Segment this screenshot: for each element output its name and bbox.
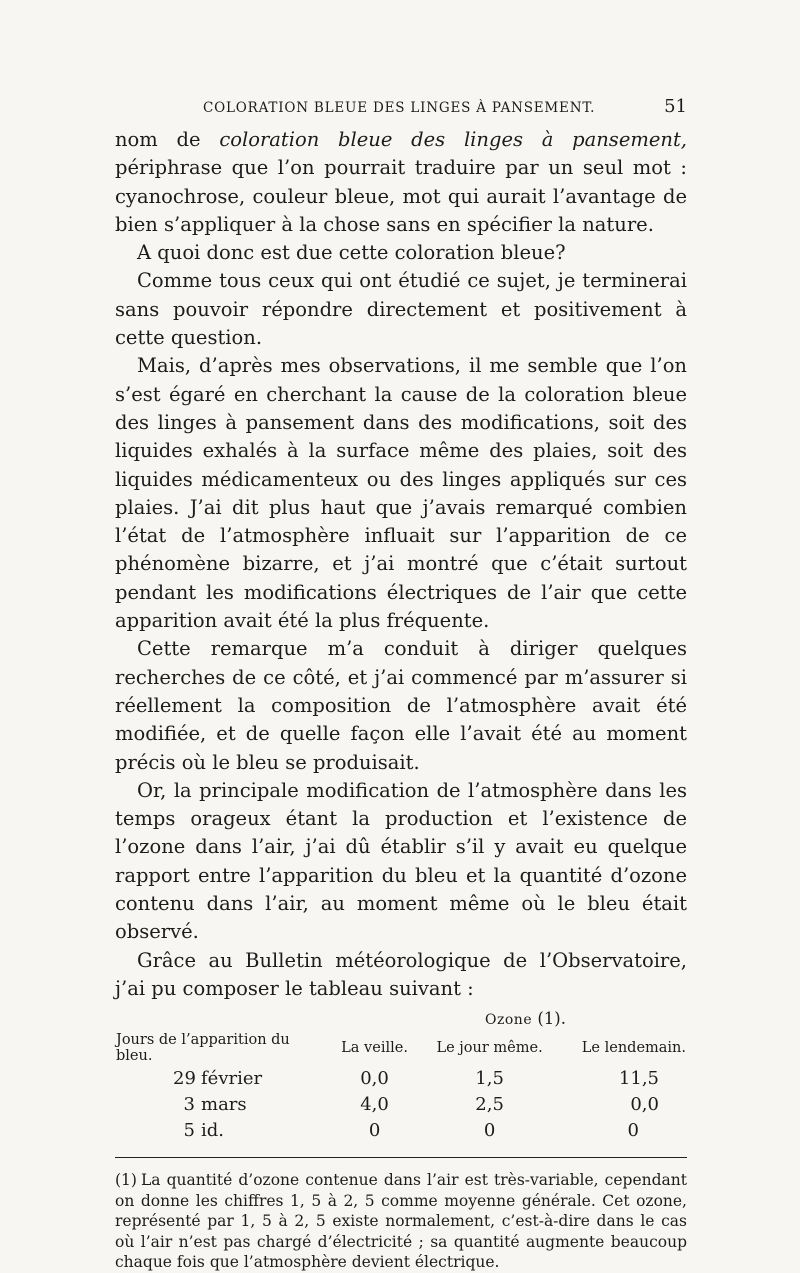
value-veille: 0,0 <box>360 1067 389 1089</box>
value-lendemain: 0 <box>627 1119 639 1141</box>
ozone-title <box>115 1005 687 1031</box>
page-header <box>115 96 687 126</box>
paragraph-5: Cette remarque m’a conduit à diriger quelques recherches de ce côté, et j’ai commencé par m’assurer si réellement la composition de l’atmosphère avait été modifiée, et de quelle façon elle l’avait été au moment précis où le bleu se produisait. <box>115 637 687 774</box>
date-cell <box>115 1065 324 1091</box>
table-row <box>115 1091 687 1117</box>
paragraph-6: Or, la principale modification de l’atmosphère dans les temps orageux étant la production et l’existence de l’ozone dans l’air, j’ai dû établir s’il y avait eu quelque rapport entre l’apparition du bleu et la quantité d’ozone contenu dans l’air, au moment même où le bleu était observé. <box>115 778 687 944</box>
paragraph-2: A quoi donc est due cette coloration bleue? <box>137 241 566 265</box>
paragraph-1 <box>115 126 687 239</box>
date-cell <box>115 1117 324 1143</box>
value-jour: 0 <box>483 1119 496 1141</box>
footnote-mark: (1) <box>115 1171 137 1190</box>
book-page <box>115 96 687 1273</box>
footnote-divider <box>115 1157 687 1158</box>
day: 29 <box>173 1067 196 1089</box>
paragraph-1-italic: coloration bleue des linges à pansement, <box>219 128 687 151</box>
header-lendemain: Le lendemain. <box>581 1040 686 1057</box>
day: 3 <box>183 1093 195 1115</box>
paragraph-1-start: nom de <box>115 128 220 151</box>
paragraph-7: Grâce au Bulletin météorologique de l’Observatoire, j’ai pu composer le tableau suivant : <box>115 948 687 1000</box>
paragraph-1-end: périphrase que l’on pourrait traduire par un seul mot : cyanochrose, couleur bleue, mot qui aurait l’avantage de bien s’appliquer à la chose sans en spécifier la nature. <box>115 156 687 236</box>
page-number: 51 <box>664 96 687 117</box>
table-row <box>115 1117 687 1143</box>
date-cell <box>115 1091 324 1117</box>
value-veille: 4,0 <box>360 1093 389 1115</box>
ozone-title-label: Ozone <box>485 1011 533 1028</box>
value-jour: 2,5 <box>475 1093 504 1115</box>
value-jour: 1,5 <box>475 1067 504 1089</box>
running-title: COLORATION BLEUE DES LINGES À PANSEMENT. <box>203 100 596 116</box>
footnote-text: La quantité d’ozone contenue dans l’air est très-variable, cependant on donne les chiffres 1, 5 à 2, 5 comme moyenne générale. Cet ozone, représenté par 1, 5 à 2, 5 existe normalement, c’est-à-dire dans le cas où l’air n’est pas chargé d’électricité ; sa quantité augmente beaucoup chaque fois que l’atmosphère devient électrique. <box>115 1171 687 1272</box>
value-lendemain: 0,0 <box>630 1093 659 1115</box>
ozone-table <box>115 1005 687 1143</box>
paragraph-3: Comme tous ceux qui ont étudié ce sujet, je terminerai sans pouvoir répondre directement et positivement à cette question. <box>115 269 687 350</box>
day: 5 <box>183 1119 195 1141</box>
month: mars <box>201 1093 247 1115</box>
footnote <box>115 1170 687 1273</box>
value-veille: 0 <box>368 1119 381 1141</box>
month: id. <box>201 1119 225 1141</box>
value-lendemain: 11,5 <box>618 1067 659 1089</box>
header-days: Jours de l’apparition du bleu. <box>116 1032 290 1065</box>
header-jour: Le jour même. <box>436 1040 543 1057</box>
table-header-row <box>115 1031 687 1065</box>
paragraph-4: Mais, d’après mes observations, il me semble que l’on s’est égaré en cherchant la cause de la coloration bleue des linges à pansement dans des modifications, soit des liquides exhalés à la surface même des plaies, soit des liquides médicamenteux ou des linges appliqués sur ces plaies. J’ai dit plus haut que j’avais remarqué combien l’état de l’atmosphère influait sur l’apparition de ce phénomène bizarre, et j’ai montré que c’était surtout pendant les modifications électriques de l’air que cette apparition avait été la plus fréquente. <box>115 354 687 633</box>
month: février <box>201 1067 263 1089</box>
ozone-title-note: (1). <box>537 1008 566 1028</box>
table-row <box>115 1065 687 1091</box>
body-text <box>115 126 687 1003</box>
header-veille: La veille. <box>341 1040 408 1057</box>
ozone-title-row <box>115 1005 687 1031</box>
